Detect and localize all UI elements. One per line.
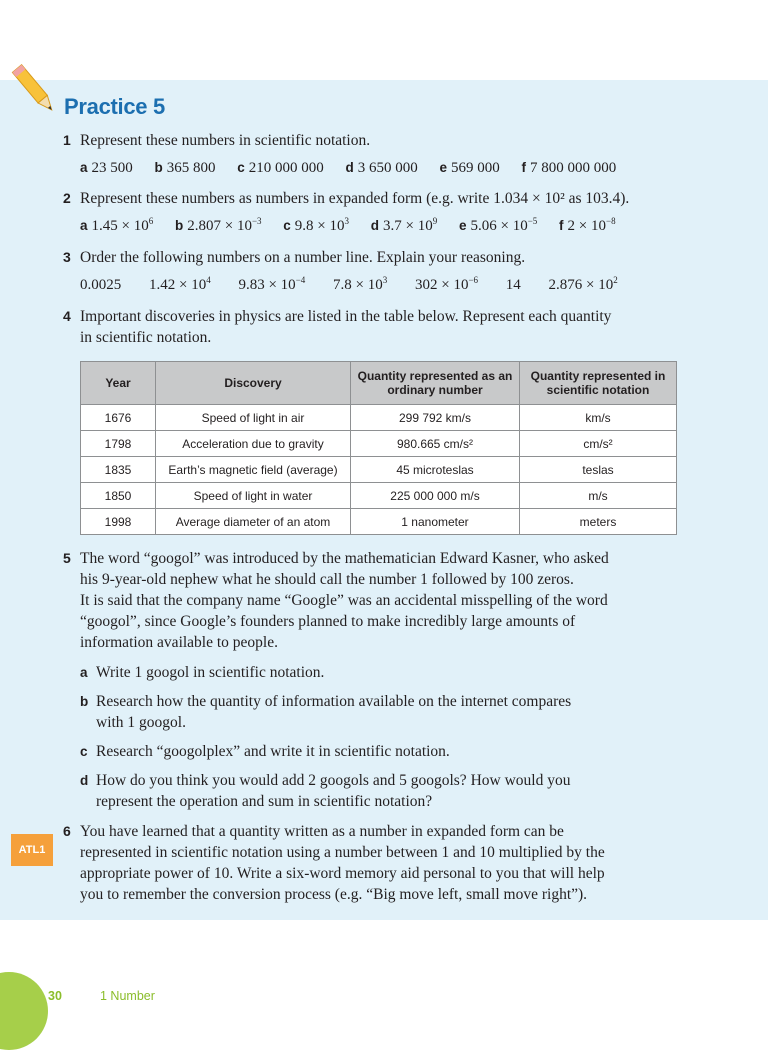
- list-item: b 365 800: [154, 160, 216, 176]
- question-1-number: 1: [63, 132, 71, 148]
- question-5a-text: Write 1 googol in scientific notation.: [96, 664, 325, 681]
- table-row: 1998 Average diameter of an atom 1 nanometer meters: [81, 509, 677, 535]
- list-item: 14: [505, 277, 521, 293]
- question-2-items: [80, 218, 616, 235]
- question-4-text: Important discoveries in physics are listed in the table below. Represent each quantity in scientific notation.: [80, 308, 612, 346]
- question-3-number: 3: [63, 249, 71, 265]
- list-item: f 7 800 000 000: [521, 160, 617, 176]
- question-2-number: 2: [63, 190, 71, 206]
- list-item: 0.0025: [80, 277, 122, 293]
- table-row: 1798 Acceleration due to gravity 980.665 cm/s² cm/s²: [81, 431, 677, 457]
- list-item: $2.876 \times 10^2$: [548, 275, 618, 293]
- table-header: Year: [81, 362, 156, 405]
- table-header: Quantity represented as an ordinary number: [351, 362, 520, 405]
- question-5-text: The word “googol” was introduced by the mathematician Edward Kasner, who asked his 9-year-old nephew what he should call the number 1 followed by 100 zeros. It is said that the company name “Google” was an accidental misspelling of the word “googol”, since Google’s founders planned to make incredibly large amounts of information available to people.: [80, 550, 609, 651]
- question-6-number: 6: [63, 823, 71, 839]
- list-item: f $2 \times 10^{-8}$: [559, 216, 616, 234]
- list-item: c $9.8 \times 10^3$: [283, 216, 350, 234]
- list-item: $7.8 \times 10^3$: [333, 275, 388, 293]
- question-5d-label: d: [80, 773, 89, 788]
- chapter-label: 1 Number: [100, 989, 155, 1003]
- question-1-items: [80, 160, 634, 177]
- table-row: 1850 Speed of light in water 225 000 000 m/s m/s: [81, 483, 677, 509]
- question-5c-label: c: [80, 744, 88, 759]
- question-5a-label: a: [80, 665, 88, 680]
- list-item: a 23 500: [80, 160, 133, 176]
- question-6-text: You have learned that a quantity written as a number in expanded form can be represented in scientific notation using a number between 1 and 10 multiplied by the appropriate power of 10. Write a six-word memory aid personal to you that will help you to remember the conversion process (e.g. “Big move left, small move right”).: [80, 823, 605, 903]
- question-2-text: Represent these numbers as numbers in expanded form (e.g. write 1.034 × 10² as 103.4).: [80, 190, 630, 207]
- list-item: $9.83 \times 10^{-4}$: [238, 275, 306, 293]
- table-row: 1676 Speed of light in air 299 792 km/s km/s: [81, 405, 677, 431]
- question-5c-text: Research “googolplex” and write it in scientific notation.: [96, 743, 450, 760]
- question-5b-text: Research how the quantity of information available on the internet compares with 1 googol.: [96, 693, 572, 731]
- pencil-icon: [10, 60, 60, 120]
- list-item: $302 \times 10^{-6}$: [414, 275, 479, 293]
- discoveries-table: [80, 361, 677, 535]
- page-title: Practice 5: [64, 94, 165, 119]
- list-item: b $2.807 \times 10^{-3}$: [174, 216, 262, 234]
- page-corner-decoration: [0, 972, 48, 1050]
- question-3-items: [80, 277, 618, 294]
- question-3-text: Order the following numbers on a number line. Explain your reasoning.: [80, 249, 526, 266]
- question-1-text: Represent these numbers in scientific notation.: [80, 132, 371, 149]
- question-5d-text: How do you think you would add 2 googols and 5 googols? How would you represent the operation and sum in scientific notation?: [96, 772, 571, 810]
- list-item: e $5.06 \times 10^{-5}$: [458, 216, 538, 234]
- list-item: e 569 000: [439, 160, 500, 176]
- question-5-number: 5: [63, 550, 71, 566]
- atl-badge: ATL1: [11, 834, 53, 866]
- list-item: d 3 650 000: [345, 160, 418, 176]
- question-5b-label: b: [80, 694, 89, 709]
- list-item: d $3.7 \times 10^9$: [370, 216, 438, 234]
- table-header: Discovery: [156, 362, 351, 405]
- table-row: 1835 Earth’s magnetic field (average) 45 microteslas teslas: [81, 457, 677, 483]
- table-header-row: [81, 362, 677, 405]
- table-header: Quantity represented in scientific notation: [520, 362, 677, 405]
- list-item: $1.42 \times 10^4$: [149, 275, 211, 293]
- list-item: c 210 000 000: [237, 160, 324, 176]
- list-item: a $1.45 \times 10^6$: [80, 216, 154, 234]
- page-number: 30: [48, 989, 62, 1003]
- question-4-number: 4: [63, 308, 71, 324]
